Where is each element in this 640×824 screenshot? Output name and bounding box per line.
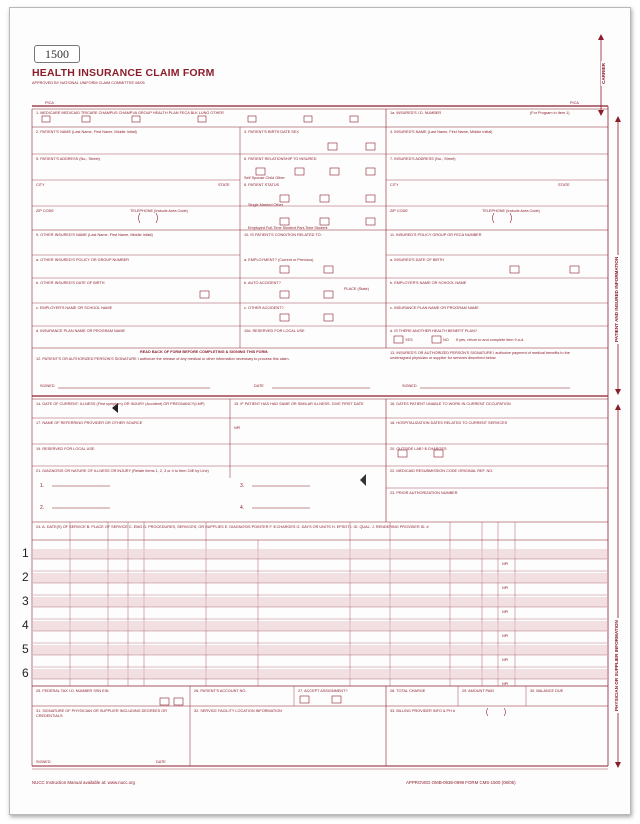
other-accident-field[interactable]: c. OTHER ACCIDENT? [244,306,284,310]
insured-id-field[interactable]: 1a. INSURED'S I.D. NUMBER [390,111,442,115]
patient-relationship-field[interactable]: 6. PATIENT RELATIONSHIP TO INSURED [244,157,317,161]
insured-address-field[interactable]: 7. INSURED'S ADDRESS (No., Street) [390,157,456,161]
accept-assignment-field[interactable]: 27. ACCEPT ASSIGNMENT? [298,689,348,693]
insured-dob-field[interactable]: a. INSURED'S DATE OF BIRTH [390,258,445,262]
prior-authorization-field[interactable]: 23. PRIOR AUTHORIZATION NUMBER [390,491,458,495]
footer-approval: APPROVED OMB-0938-0999 FORM CMS-1500 (08/05) [406,780,516,785]
insured-signature-statement: 13. INSURED'S OR AUTHORIZED PERSON'S SIGNATURE I authorize payment of medical benefits to the undersigned physician or supplier for services described below. [390,351,570,360]
auto-accident-field[interactable]: b. AUTO ACCIDENT? [244,281,281,285]
patient-zip-field[interactable]: ZIP CODE [36,209,54,213]
other-policy-field[interactable]: a. OTHER INSURED'S POLICY OR GROUP NUMBER [36,258,129,262]
patient-signed-label: SIGNED [40,384,55,388]
hospitalization-dates-field[interactable]: 18. HOSPITALIZATION DATES RELATED TO CURRENT SERVICES [390,421,508,425]
service-line-number: 3 [22,594,29,608]
other-dob-field[interactable]: b. OTHER INSURED'S DATE OF BIRTH [36,281,105,285]
patient-address-field[interactable]: 5. PATIENT'S ADDRESS (No., Street) [36,157,100,161]
relationship-options: Self Spouse Child Other [244,176,285,180]
insured-zip-field[interactable]: ZIP CODE [390,209,408,213]
other-employer-field[interactable]: c. EMPLOYER'S NAME OR SCHOOL NAME [36,306,113,310]
local-use-field[interactable]: 10d. RESERVED FOR LOCAL USE [244,329,305,333]
another-plan-field[interactable]: d. IS THERE ANOTHER HEALTH BENEFIT PLAN? [390,329,477,333]
status-options-2: Employed Full-Time Student Part-Time Student [248,226,328,230]
complete-item-note: If yes, return to and complete item 9 a-d. [456,338,525,342]
dx-4[interactable]: 4. [240,505,245,511]
similar-illness-date-field[interactable]: 15. IF PATIENT HAS HAD SAME OR SIMILAR ILLNESS. GIVE FIRST DATE [234,402,364,406]
patient-state-field[interactable]: STATE [218,183,230,187]
insured-signed-label: SIGNED [402,384,417,388]
npi-line-4: NPI [502,634,509,638]
diagnosis-field[interactable]: 21. DIAGNOSIS OR NATURE OF ILLNESS OR INJURY (Relate Items 1, 2, 3 or 4 to Item 24E by Line) [36,469,209,473]
patient-signature-statement: 12. PATIENT'S OR AUTHORIZED PERSON'S SIGNATURE I authorize the release of any medical or other information necessary to process this claim. [36,357,290,361]
employment-field[interactable]: a. EMPLOYMENT? (Current or Previous) [244,258,314,262]
patient-account-field[interactable]: 26. PATIENT'S ACCOUNT NO. [194,689,247,693]
patient-insured-section-label: PATIENT AND INSURED INFORMATION [614,256,619,342]
other-plan-name-field[interactable]: d. INSURANCE PLAN NAME OR PROGRAM NAME [36,329,126,333]
pica-right: PICA [570,101,579,105]
referring-provider-field[interactable]: 17. NAME OF REFERRING PROVIDER OR OTHER SOURCE [36,421,143,425]
patient-name-field[interactable]: 2. PATIENT'S NAME (Last Name, First Name, Middle Initial) [36,130,137,134]
physician-signature-field[interactable]: 31. SIGNATURE OF PHYSICIAN OR SUPPLIER INCLUDING DEGREES OR CREDENTIALS [36,709,167,718]
footer-nucc-note: NUCC Instruction Manual available at: www.nucc.org [32,780,135,785]
form-title: HEALTH INSURANCE CLAIM FORM [32,67,215,79]
service-line-number: 6 [22,666,29,680]
form-number-badge: 1500 [34,45,80,63]
npi-line-5: NPI [502,658,509,662]
place-state-field[interactable]: PLACE (State) [344,287,369,291]
insured-policy-field[interactable]: 11. INSURED'S POLICY GROUP OR FECA NUMBER [390,233,482,237]
npi-line-3: NPI [502,610,509,614]
patient-date-label: DATE [254,384,264,388]
insured-name-field[interactable]: 4. INSURED'S NAME (Last Name, First Name, Middle Initial) [390,130,493,134]
physician-signed-label: SIGNED [36,760,51,764]
unable-to-work-field[interactable]: 16. DATES PATIENT UNABLE TO WORK IN CURRENT OCCUPATION [390,402,511,406]
condition-related-field: 10. IS PATIENT'S CONDITION RELATED TO: [244,233,322,237]
claim-form-sheet [9,7,631,815]
service-line-number: 2 [22,570,29,584]
service-line-number: 1 [22,546,29,560]
another-plan-yes: YES [405,338,413,342]
insured-state-field[interactable]: STATE [558,183,570,187]
status-options-1: Single Married Other [248,203,284,207]
service-facility-field[interactable]: 32. SERVICE FACILITY LOCATION INFORMATION [194,709,282,713]
service-line-number: 5 [22,642,29,656]
current-illness-date-field[interactable]: 14. DATE OF CURRENT: ILLNESS (First symptom) OR INJURY (Accident) OR PREGNANCY(LMP) [36,402,205,406]
form-grid [10,8,630,814]
insured-plan-name-field[interactable]: c. INSURANCE PLAN NAME OR PROGRAM NAME [390,306,479,310]
other-insured-name-field[interactable]: 9. OTHER INSURED'S NAME (Last Name, First Name, Middle Initial) [36,233,153,237]
patient-city-field[interactable]: CITY [36,183,45,187]
federal-tax-id-field[interactable]: 25. FEDERAL TAX I.D. NUMBER SSN EIN [36,689,109,693]
form-approval-note: APPROVED BY NATIONAL UNIFORM CLAIM COMMITTEE 08/05 [32,81,145,85]
npi-line-2: NPI [502,586,509,590]
reserved-local-use-field[interactable]: 19. RESERVED FOR LOCAL USE [36,447,95,451]
patient-telephone-field[interactable]: TELEPHONE (Include Area Code) [130,209,188,213]
insurance-type-field[interactable]: 1. MEDICARE MEDICAID TRICARE CHAMPUS CHAMPVA GROUP HEALTH PLAN FECA BLK LUNG OTHER [36,111,224,115]
balance-due-field[interactable]: 30. BALANCE DUE [530,689,564,693]
service-line-number: 4 [22,618,29,632]
insured-id-hint: (For Program in Item 1) [530,111,570,115]
dx-2[interactable]: 2. [40,505,45,511]
npi-17b: NPI [234,426,241,430]
insured-employer-field[interactable]: b. EMPLOYER'S NAME OR SCHOOL NAME [390,281,467,285]
insured-telephone-field[interactable]: TELEPHONE (Include Area Code) [482,209,540,213]
billing-provider-field[interactable]: 33. BILLING PROVIDER INFO & PH # [390,709,455,713]
outside-lab-field[interactable]: 20. OUTSIDE LAB? $ CHARGES [390,447,447,451]
carrier-label: CARRIER [601,63,606,84]
npi-line-1: NPI [502,562,509,566]
patient-birth-date-field[interactable]: 3. PATIENT'S BIRTH DATE SEX [244,130,299,134]
service-lines-header: 24. A. DATE(S) OF SERVICE B. PLACE OF SERVICE C. EMG D. PROCEDURES, SERVICES, OR SUPPLIES E. DIAGNOSIS POINTER F. $ CHARGES G. DAYS OR UNITS H. EPSDT I. ID. QUAL. J. RENDERING PROVIDER ID. # [36,525,429,529]
read-back-notice: READ BACK OF FORM BEFORE COMPLETING & SIGNING THIS FORM. [140,350,269,354]
physician-section-label: PHYSICIAN OR SUPPLIER INFORMATION [614,620,619,711]
dx-1[interactable]: 1. [40,483,45,489]
pica-left: PICA [45,101,54,105]
medicaid-resubmission-field[interactable]: 22. MEDICAID RESUBMISSION CODE ORIGINAL REF. NO. [390,469,494,473]
dx-3[interactable]: 3. [240,483,245,489]
patient-status-field[interactable]: 8. PATIENT STATUS [244,183,280,187]
amount-paid-field[interactable]: 29. AMOUNT PAID [462,689,495,693]
total-charge-field[interactable]: 28. TOTAL CHARGE [390,689,426,693]
physician-date-label: DATE [156,760,166,764]
another-plan-no: NO [443,338,449,342]
npi-line-6: NPI [502,682,509,686]
insured-city-field[interactable]: CITY [390,183,399,187]
